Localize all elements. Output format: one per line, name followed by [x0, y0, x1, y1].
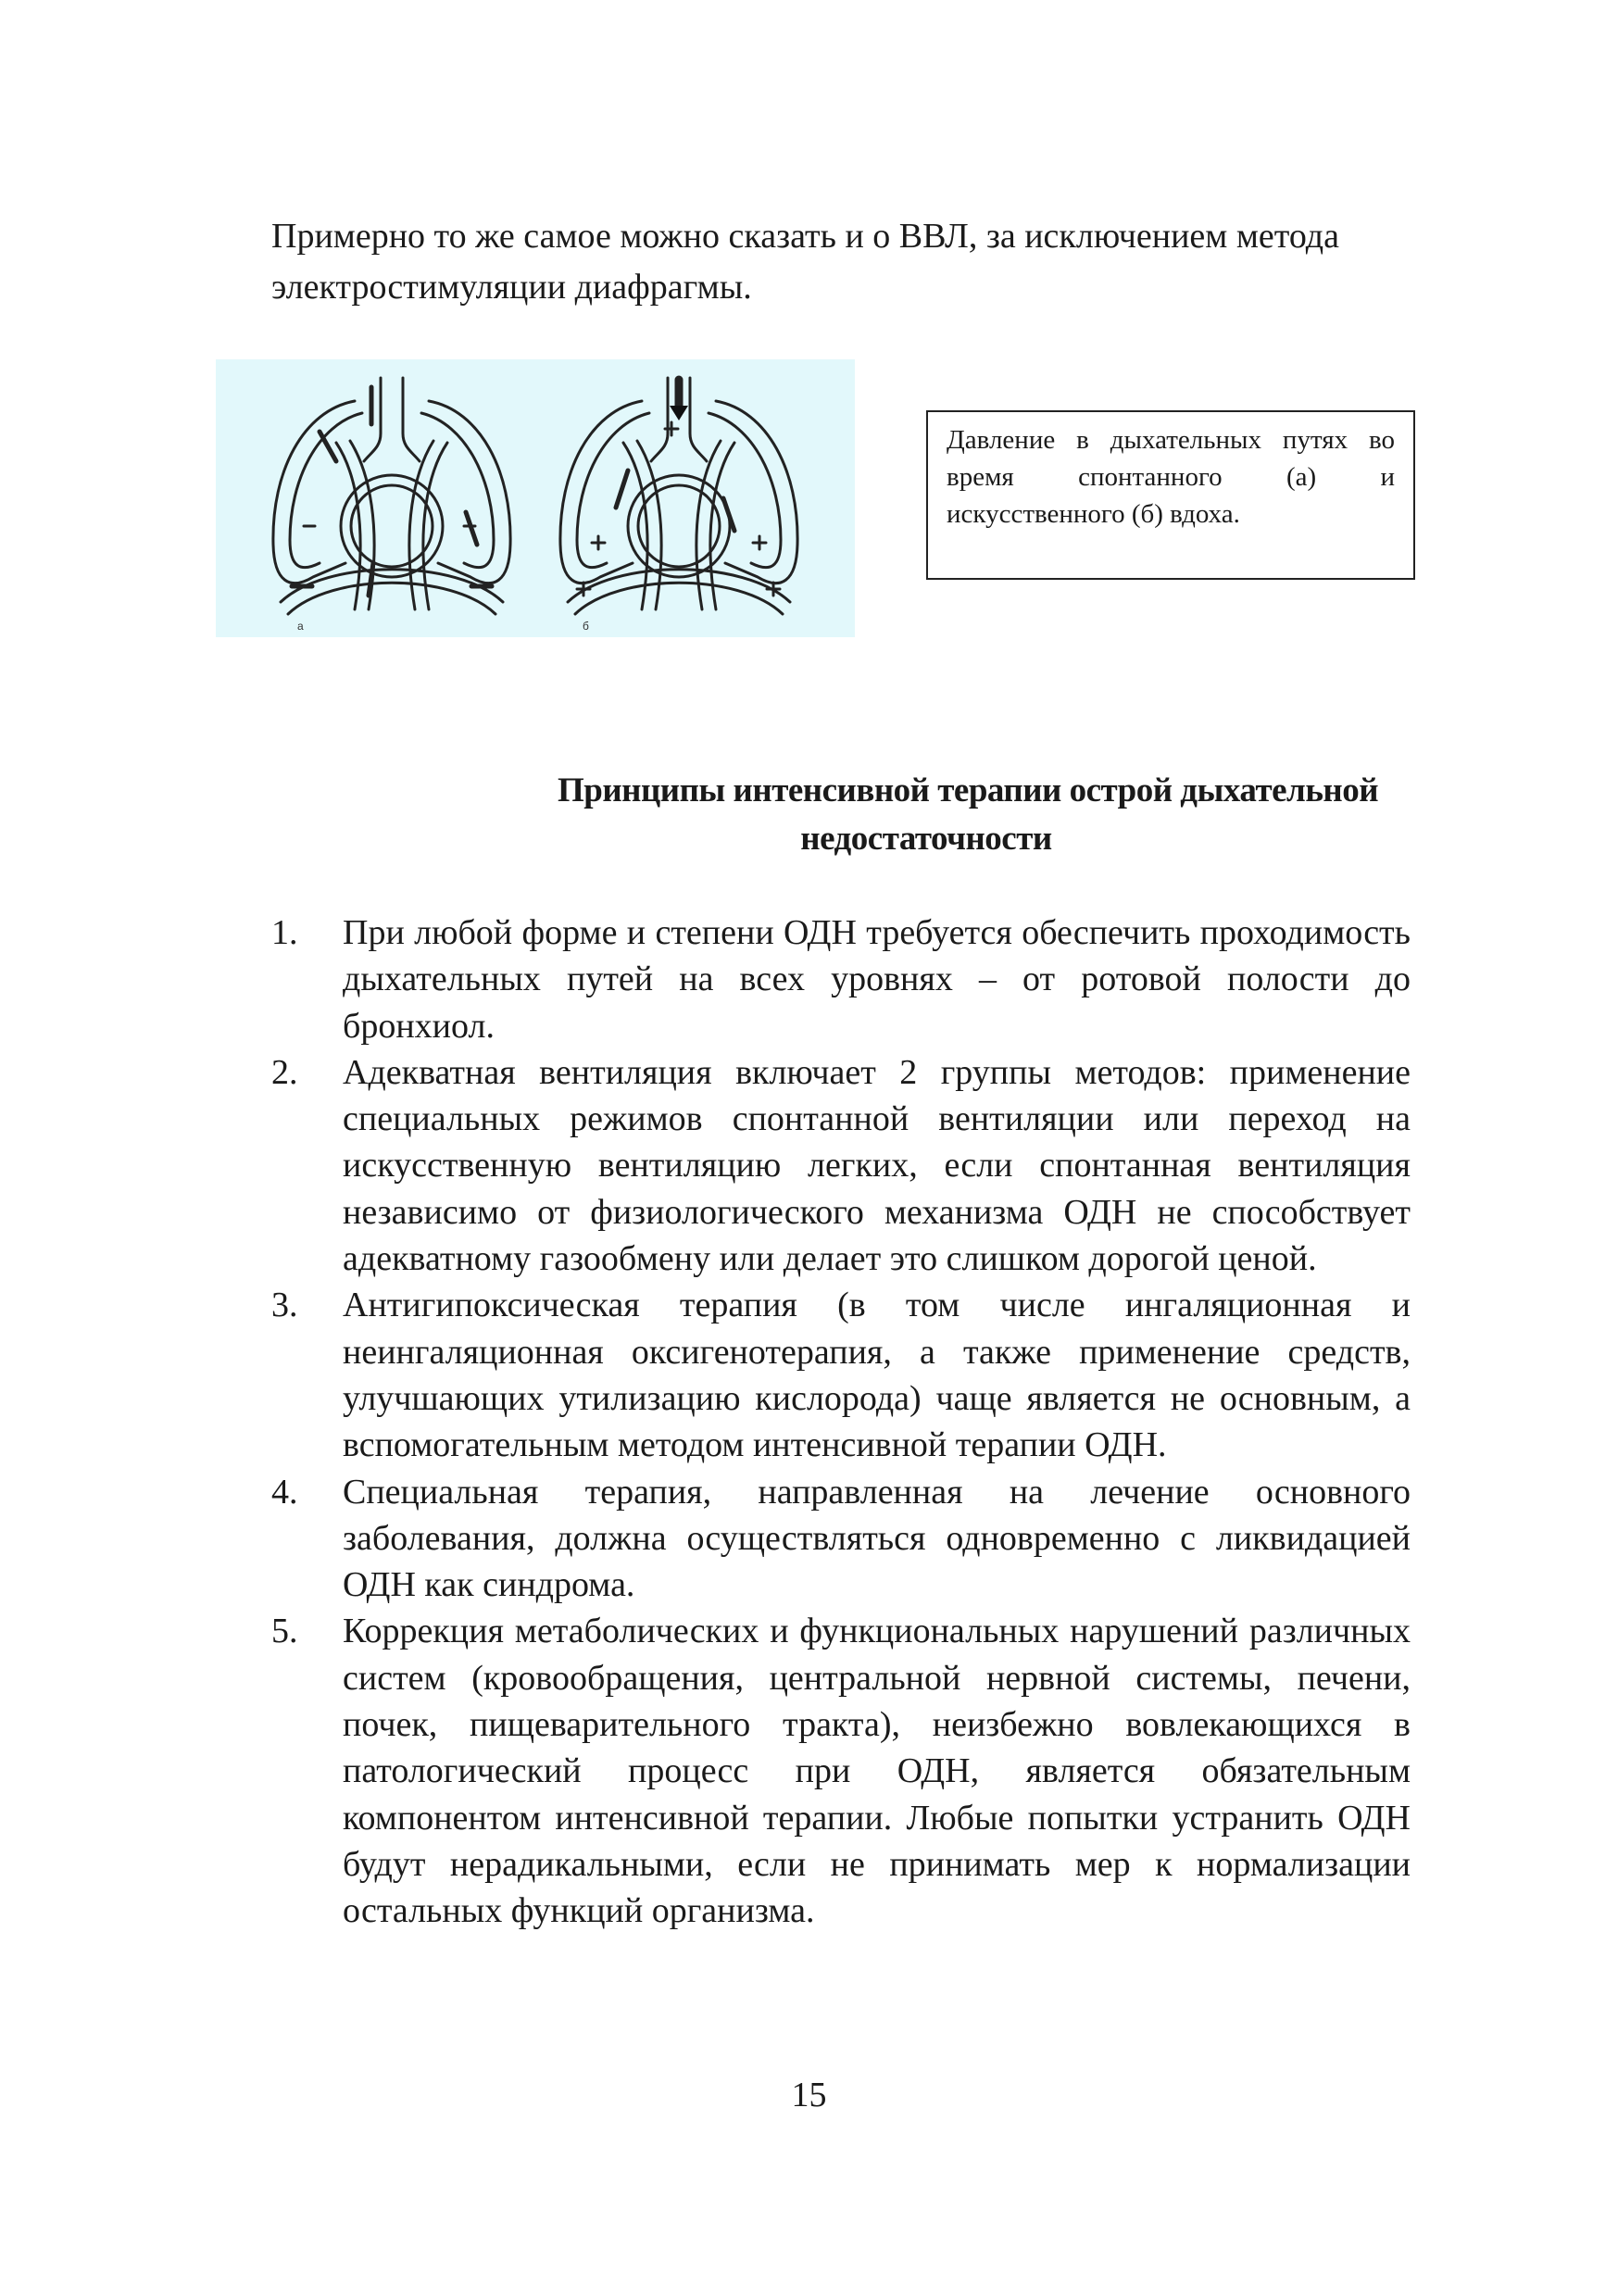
list-item [271, 1608, 1411, 1934]
list-item-text: Адекватная вентиляция включает 2 группы методов: применение специальных режимов спонтанной вентиляции или переход на искусственную вентиляцию легких, если спонтанная вентиляция независимо от физиологического механизма ОДН не способствует адекватному газообмену или делает это слишком дорогой ценой. [343, 1052, 1411, 1279]
intro-paragraph: Примерно то же самое можно сказать и о ВВЛ, за исключением метода электростимуляции диафрагмы. [271, 217, 1339, 307]
section-heading [278, 767, 1436, 863]
list-item-text: Специальная терапия, направленная на лечение основного заболевания, должна осуществляться одновременно с ликвидацией ОДН как синдрома. [343, 1472, 1411, 1605]
heading-line-2: недостаточности [800, 820, 1052, 858]
list-item-text: При любой форме и степени ОДН требуется обеспечить проходимость дыхательных путей на всех уровнях – от ротовой полости до бронхиол. [343, 913, 1411, 1046]
list-item [271, 1282, 1411, 1468]
label-a: а [297, 620, 304, 633]
list-item-number: 4. [271, 1472, 298, 1512]
list-item [271, 910, 1411, 1049]
list-item-text: Антигипоксическая терапия (в том числе ингаляционная и неингаляционная оксигенотерапия, а также применение средств, улучшающих утилизацию кислорода) чаще является не основным, а вспомогательным методом интенсивной терапии ОДН. [343, 1286, 1411, 1465]
principles-list [271, 910, 1411, 1935]
lungs-diagram [216, 359, 855, 637]
list-item-number: 1. [271, 913, 298, 952]
list-item [271, 1049, 1411, 1282]
heading-line-1: Принципы интенсивной терапии острой дыхательной [557, 772, 1379, 809]
breathing-pressure-figure [216, 359, 855, 637]
list-item-number: 2. [271, 1052, 298, 1092]
figure-caption: Давление в дыхательных путях во время спонтанного (а) и искусственного (б) вдоха. [926, 410, 1415, 580]
list-item-number: 3. [271, 1286, 298, 1325]
page-number: 15 [791, 2076, 827, 2114]
label-b: б [583, 620, 589, 633]
list-item-text: Коррекция метаболических и функциональных нарушений различных систем (кровообращения, центральной нервной системы, печени, почек, пищеварительного тракта), неизбежно вовлекающихся в патологический процесс при ОДН, является обязательным компонентом интенсивной терапии. Любые попытки устранить ОДН будут нерадикальными, если не принимать мер к нормализации остальных функций организма. [343, 1612, 1411, 1931]
list-item [271, 1469, 1411, 1609]
list-item-number: 5. [271, 1612, 298, 1651]
diagram-a [273, 378, 510, 614]
